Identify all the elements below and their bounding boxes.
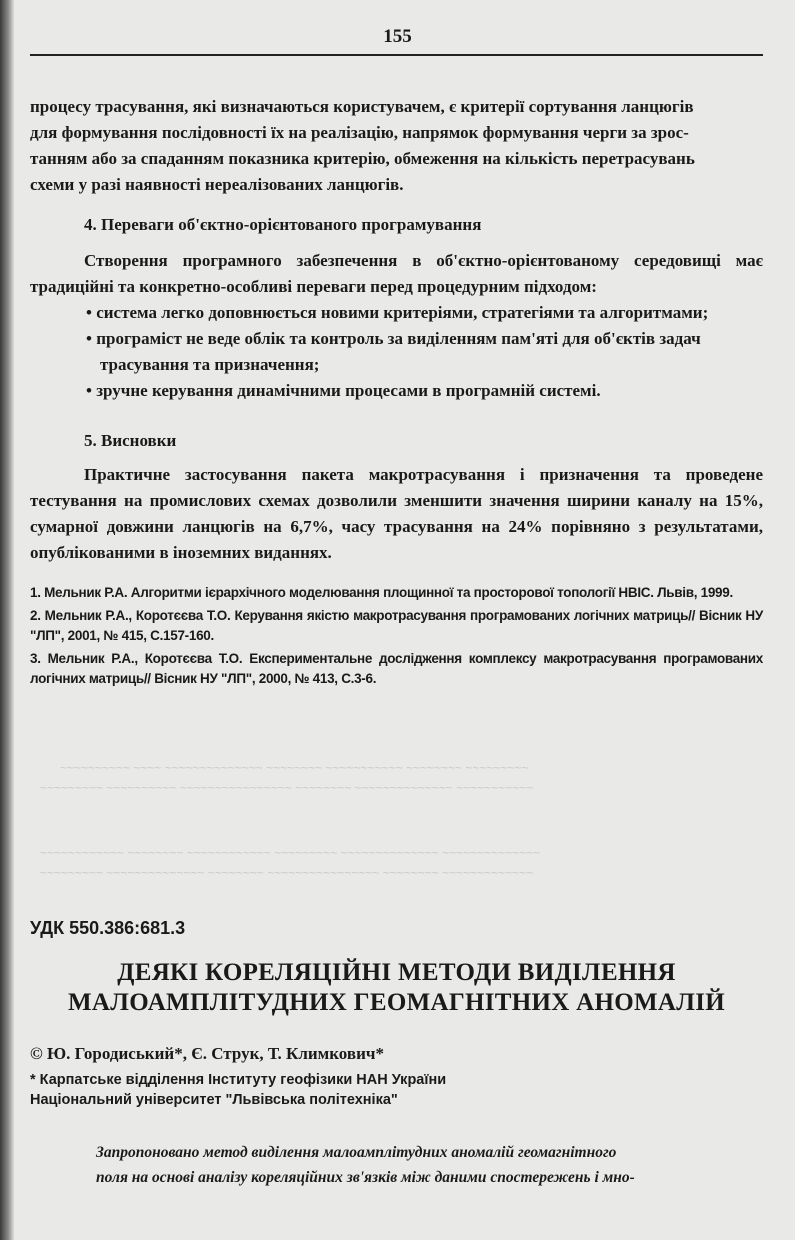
continuation-line: для формування послідовності їх на реалізацію, напрямок формування черги за зрос- <box>30 123 689 142</box>
show-through-text: ~~~~~~~~~~~~ ~~~~~~~~ ~~~~~~~~~~~~ ~~~~~~~~~ ~~~~~~~~~~~~~~ ~~~~~~~~~~~~~~ <box>40 846 541 860</box>
affiliation: * Карпатське відділення Інституту геофізики НАН України <box>30 1072 447 1088</box>
abstract-line: поля на основі аналізу кореляційних зв'язків між даними спостережень і мно- <box>96 1169 635 1186</box>
reference-item: 2. Мельник Р.А., Коротєєва Т.О. Керування якістю макротрасування програмованих логічних матриць// Вісник НУ "ЛП", 2001, № 415, С.157-160. <box>30 608 763 643</box>
bullet-item: • зручне керування динамічними процесами в програмній системі. <box>86 381 601 400</box>
affiliation: Національний університет "Львівська політехніка" <box>30 1092 398 1108</box>
abstract-line: Запропоновано метод виділення малоамплітудних аномалій геомагнітного <box>96 1144 617 1161</box>
article-title-line: МАЛОАМПЛІТУДНИХ ГЕОМАГНІТНИХ АНОМАЛІЙ <box>68 989 725 1016</box>
authors: © Ю. Городиський*, Є. Струк, Т. Климкович* <box>30 1044 384 1063</box>
references-list <box>30 583 763 692</box>
section-4-intro: Створення програмного забезпечення в об'єктно-орієнтованому середовищі має традиційні та конкретно-особливі переваги перед процедурним підходом: <box>30 251 763 296</box>
abstract-block <box>96 1140 763 1190</box>
bullet-item: • система легко доповнюється новими критеріями, стратегіями та алгоритмами; <box>86 303 709 322</box>
affiliations-block <box>30 1070 763 1110</box>
reference-item: 3. Мельник Р.А., Коротєєва Т.О. Експериментальне дослідження комплексу макротрасування програмованих логічних матриць// Вісник НУ "ЛП", 2000, № 413, С.3-6. <box>30 651 763 686</box>
udk-code: УДК 550.386:681.3 <box>30 918 186 938</box>
section-5-body <box>30 462 763 566</box>
continuation-line: танням або за спаданням показника критерію, обмеження на кількість перетрасувань <box>30 149 695 168</box>
continuation-paragraph <box>30 94 763 198</box>
section-5 <box>30 428 763 454</box>
reference-item: 1. Мельник Р.А. Алгоритми ієрархічного моделювання площинної та просторової топології НВІС. Львів, 1999. <box>30 585 733 600</box>
article-title-line: ДЕЯКІ КОРЕЛЯЦІЙНІ МЕТОДИ ВИДІЛЕННЯ <box>117 959 676 986</box>
conclusions-text: Практичне застосування пакета макротрасування і призначення та проведене тестування на промислових схемах дозволили зменшити значення ширини каналу на 15%, сумарної довжини ланцюгів на 6,7%, часу трасування на 24% порівняно з результатами, опублікованими в іноземних виданнях. <box>30 465 763 562</box>
section-4-body <box>30 248 763 404</box>
section-4-heading: 4. Переваги об'єктно-орієнтованого програмування <box>84 215 482 234</box>
page-number: 155 <box>383 26 412 47</box>
authors-block <box>30 1044 763 1064</box>
udk-block <box>30 918 763 939</box>
show-through-text: ~~~~~~~~~~ ~~~~ ~~~~~~~~~~~~~~ ~~~~~~~~ ~~~~~~~~~~~ ~~~~~~~~ ~~~~~~~~~ <box>60 761 529 775</box>
continuation-line: процесу трасування, які визначаються користувачем, є критерії сортування ланцюгів <box>30 97 694 116</box>
show-through-text: ~~~~~~~~~ ~~~~~~~~~~ ~~~~~~~~~~~~~~~~ ~~~~~~~~ ~~~~~~~~~~~~~~ ~~~~~~~~~~~ <box>40 781 534 795</box>
article-title <box>30 958 763 1018</box>
page-binding-shadow <box>0 0 14 1240</box>
header-rule <box>30 54 763 56</box>
continuation-line: схеми у разі наявності нереалізованих ланцюгів. <box>30 175 404 194</box>
show-through-text: ~~~~~~~~~ ~~~~~~~~~~~~~~ ~~~~~~~~ ~~~~~~~~~~~~~~~~ ~~~~~~~~ ~~~~~~~~~~~~~ <box>40 866 534 880</box>
section-4 <box>30 212 763 238</box>
section-5-heading: 5. Висновки <box>84 431 177 450</box>
bullet-item: • програміст не веде облік та контроль за виділенням пам'яті для об'єктів задач трасування та призначення; <box>86 329 701 374</box>
